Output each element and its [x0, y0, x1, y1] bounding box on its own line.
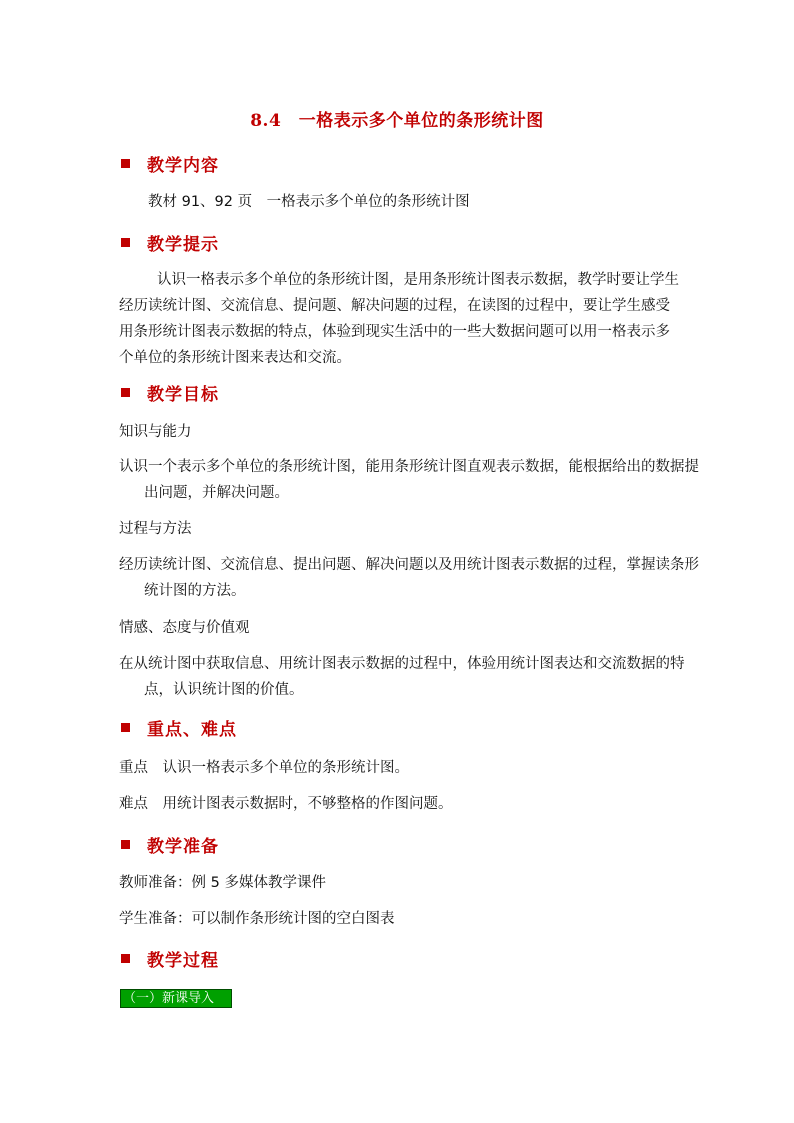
student-preparation: 学生准备：可以制作条形统计图的空白图表	[119, 911, 395, 927]
goal-text-process: 经历读统计图、交流信息、提出问题、解决问题以及用统计图表示数据的过程，掌握读条形统计图的方法。	[119, 557, 699, 599]
square-bullet-icon	[121, 159, 130, 168]
square-bullet-icon	[121, 388, 130, 397]
goal-text-knowledge: 认识一个表示多个单位的条形统计图，能用条形统计图直观表示数据，能根据给出的数据提出问题，并解决问题。	[119, 459, 699, 501]
section-heading-content	[121, 152, 219, 174]
difficulty-text: 难点 用统计图表示数据时，不够整格的作图问题。	[119, 796, 453, 812]
page-title: 8.4 一格表示多个单位的条形统计图	[250, 111, 544, 131]
key-point-text: 重点 认识一格表示多个单位的条形统计图。	[119, 760, 409, 776]
hints-paragraph: 认识一格表示多个单位的条形统计图，是用条形统计图表示数据，教学时要让学生经历读统计图、交流信息、提问题、解决问题的过程，在读图的过程中，要让学生感受用条形统计图表示数据的特点，体验到现实生活中的一些大数据问题可以用一格表示多个单位的条形统计图来表达和交流。	[119, 272, 679, 366]
goal-label-emotion: 情感、态度与价值观	[119, 620, 250, 636]
square-bullet-icon	[121, 840, 130, 849]
square-bullet-icon	[121, 238, 130, 247]
goal-label-process: 过程与方法	[119, 521, 192, 537]
section-heading-key-points	[121, 716, 237, 738]
square-bullet-icon	[121, 954, 130, 963]
section-heading-text: 教学准备	[147, 836, 219, 857]
section-heading-text: 教学提示	[147, 234, 219, 255]
section-heading-text: 教学过程	[147, 950, 219, 971]
step-tag-new-lesson: （一）新课导入	[120, 989, 232, 1008]
section-heading-text: 重点、难点	[147, 719, 237, 740]
goal-label-knowledge: 知识与能力	[119, 424, 192, 440]
section-heading-text: 教学内容	[147, 155, 219, 176]
goal-text-emotion: 在从统计图中获取信息、用统计图表示数据的过程中，体验用统计图表达和交流数据的特点，认识统计图的价值。	[119, 656, 685, 698]
section-heading-process	[121, 947, 219, 969]
section-heading-hints	[121, 231, 219, 253]
section-heading-preparation	[121, 833, 219, 855]
square-bullet-icon	[121, 723, 130, 732]
section-heading-goals	[121, 381, 219, 403]
content-text: 教材 91、92 页 一格表示多个单位的条形统计图	[148, 194, 470, 210]
section-heading-text: 教学目标	[147, 384, 219, 405]
teacher-preparation: 教师准备：例 5 多媒体教学课件	[119, 875, 326, 891]
